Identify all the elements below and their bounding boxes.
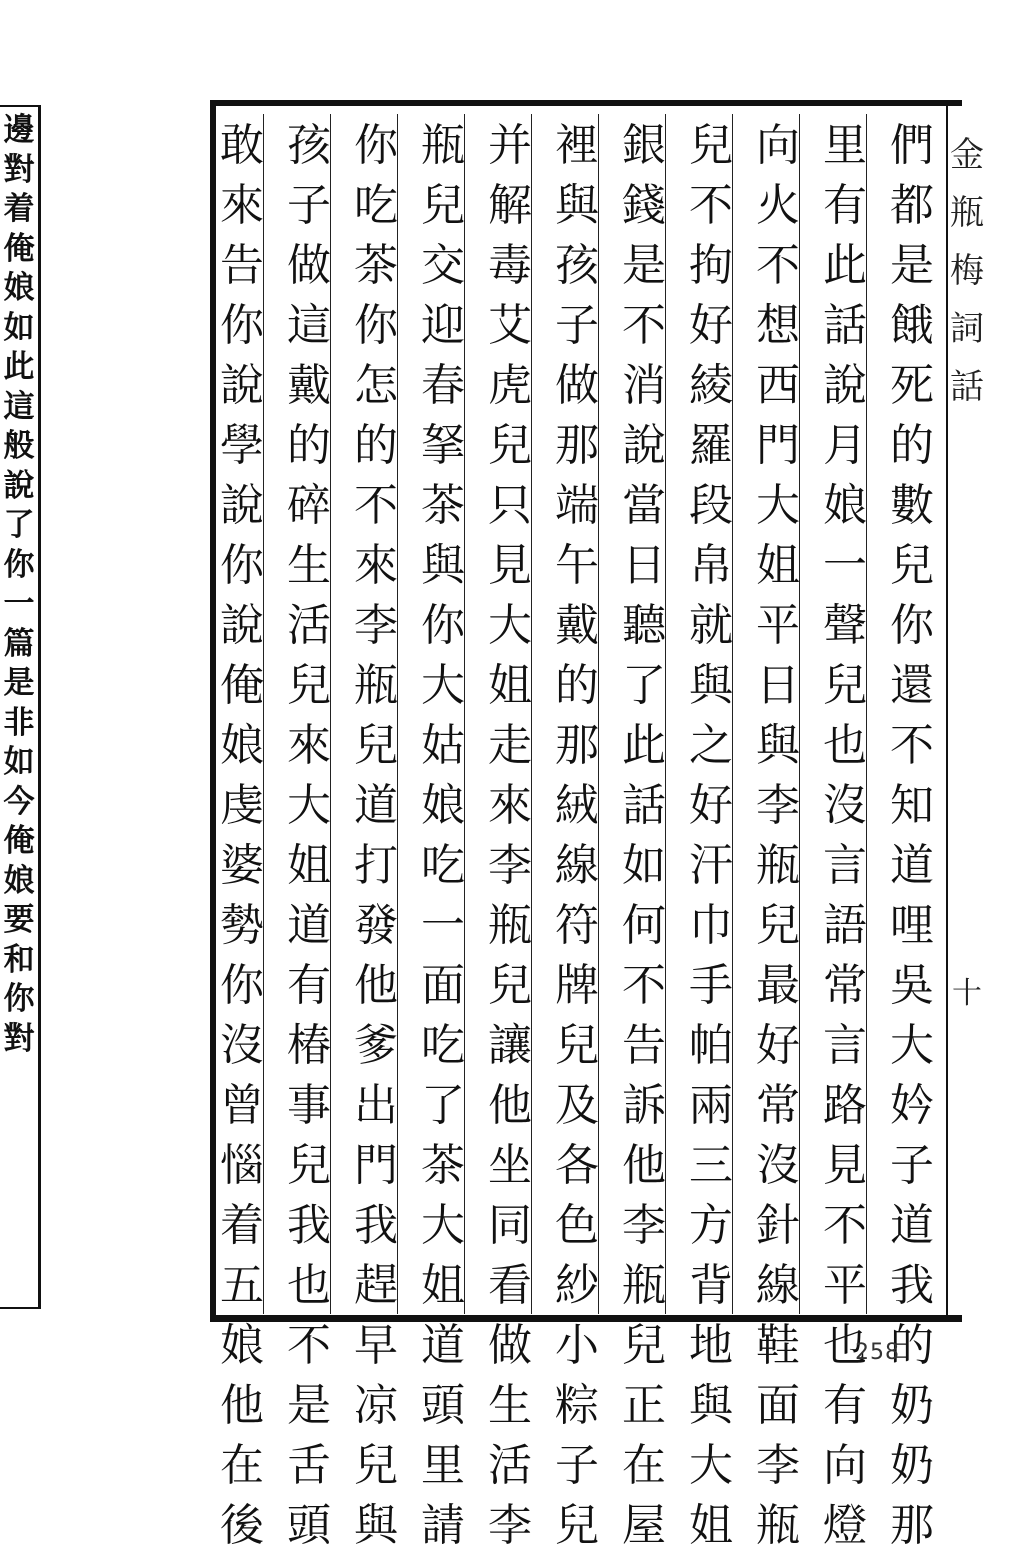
facing-page-text: 邊對着俺娘如此這般說了你一篇是非如今俺娘要和你對: [3, 112, 35, 1057]
column-text: 們都是餓死的數兒你還不知道哩吳大妗子道我的奶奶那: [890, 120, 934, 1551]
column-text: 孩子做這戴的碎生活兒來大姐道有椿事兒我也不是舌頭: [287, 120, 331, 1551]
column-text: 并解毒艾虎兒只見大姐走來李瓶兒讓他坐同看做生活李: [488, 120, 532, 1551]
column-text: 銀錢是不消說當日聽了此話如何不告訴他李瓶兒正在屋: [622, 120, 666, 1551]
column-text: 裡與孩子做那端午戴的那絨線符牌兒及各色紗小粽子兒: [555, 120, 599, 1551]
column-text: 敢來告你說學說你說俺娘虔婆勢你沒曾惱着五娘他在後: [220, 120, 264, 1551]
column-text: 瓶兒交迎春拏茶與你大姑娘吃一面吃了茶大姐道頭里請: [421, 120, 465, 1551]
margin-title: 金瓶梅詞話: [950, 135, 984, 407]
page-number: 258: [855, 1340, 900, 1365]
column-text: 兒不拘好綾羅段帛就與之好汗巾手帕兩三方背地與大姐: [689, 120, 733, 1551]
text-column-11: [202, 116, 282, 1551]
column-text: 向火不想西門大姐平日與李瓶兒最好常沒針線鞋面李瓶: [756, 120, 800, 1551]
facing-page-strip: [0, 105, 41, 1309]
column-text: 里有此話說月娘一聲兒也沒言語常言路見不平也有向燈: [823, 120, 867, 1551]
column-text: 你吃茶你怎的不來李瓶兒道打發他爹出門我趕早凉兒與: [354, 120, 398, 1551]
margin-folio: 十: [952, 976, 982, 1011]
